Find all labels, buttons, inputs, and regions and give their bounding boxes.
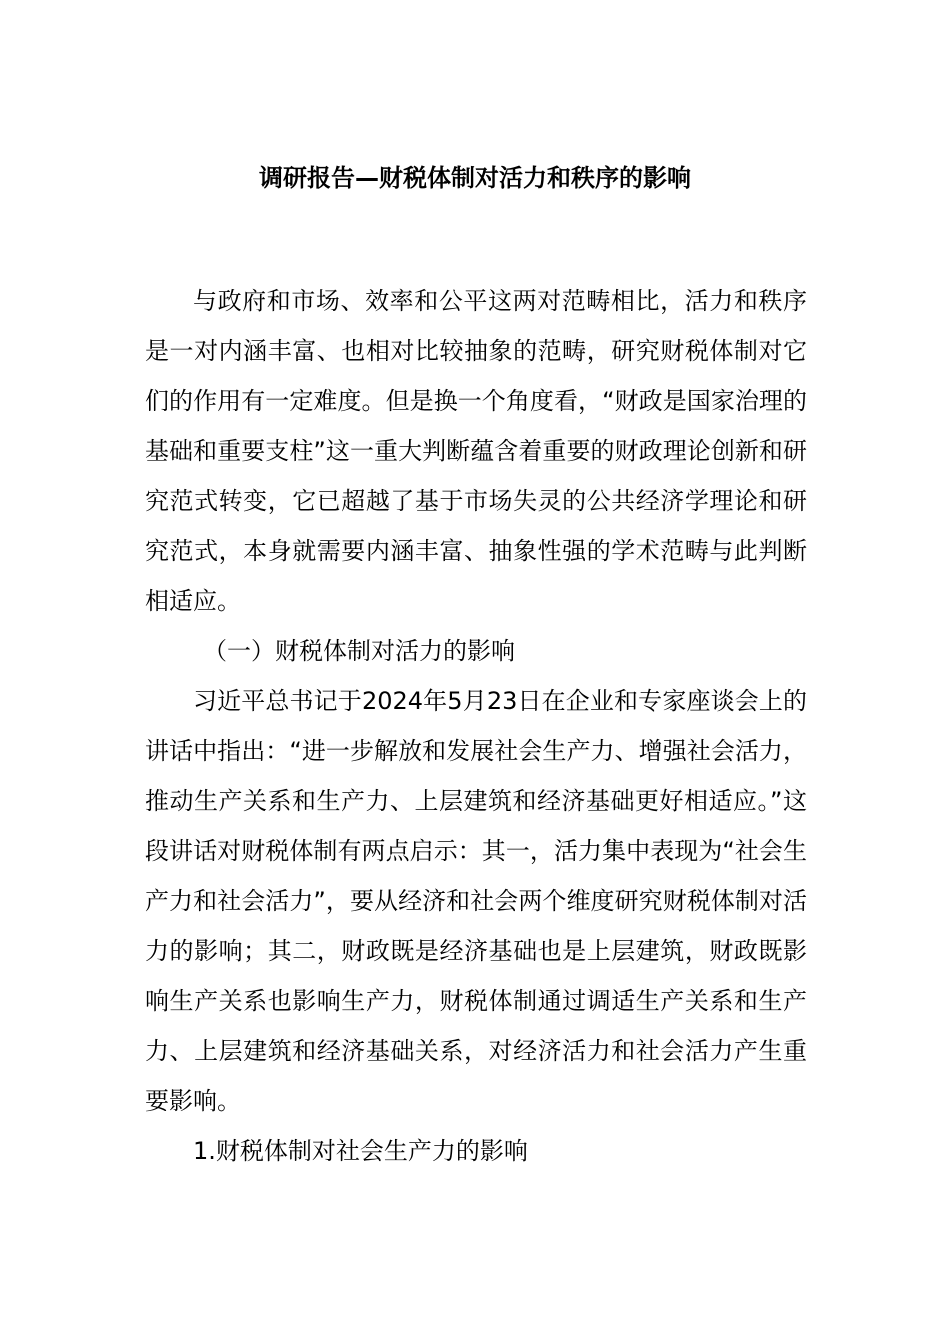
document-title: 调研报告—财税体制对活力和秩序的影响 xyxy=(259,164,691,192)
document-body xyxy=(145,276,807,1176)
paragraph-intro: 与政府和市场、效率和公平这两对范畴相比，活力和秩序是一对内涵丰富、也相对比较抽象的范畴，研究财税体制对它们的作用有一定难度。但是换一个角度看，“财政是国家治理的基础和重要支柱”这一重大判断蕴含着重要的财政理论创新和研究范式转变，它已超越了基于市场失灵的公共经济学理论和研究范式，本身就需要内涵丰富、抽象性强的学术范畴与此判断相适应。 xyxy=(145,287,807,615)
paragraph-speech: 习近平总书记于2024年5月23日在企业和专家座谈会上的讲话中指出：“进一步解放和发展社会生产力、增强社会活力，推动生产关系和生产力、上层建筑和经济基础更好相适应。”这段讲话对财税体制有两点启示：其一，活力集中表现为“社会生产力和社会活力”，要从经济和社会两个维度研究财税体制对活力的影响；其二，财政既是经济基础也是上层建筑，财政既影响生产关系也影响生产力，财税体制通过调适生产关系和生产力、上层建筑和经济基础关系，对经济活力和社会活力产生重要影响。 xyxy=(145,687,807,1115)
section-heading-vitality: （一）财税体制对活力的影响 xyxy=(203,637,515,665)
subsection-heading-productivity: 1.财税体制对社会生产力的影响 xyxy=(193,1137,528,1165)
